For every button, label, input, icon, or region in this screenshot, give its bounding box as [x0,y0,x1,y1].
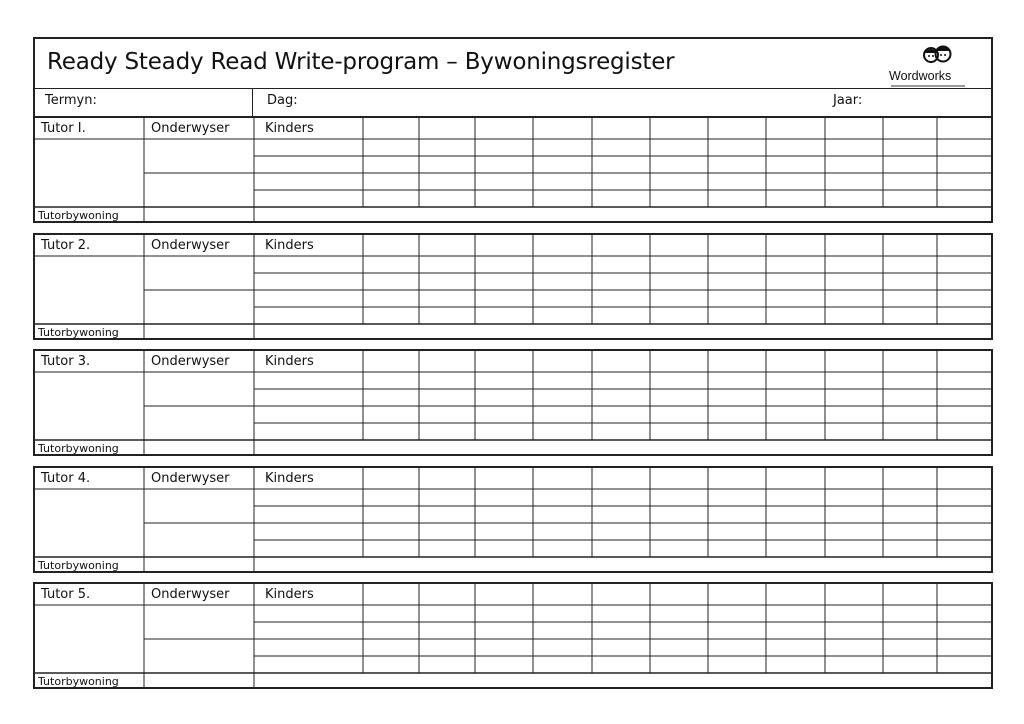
logo-name: Wordworks [889,69,952,83]
page-title: Ready Steady Read Write-program – Bywoningsregister [47,49,675,75]
children-label: Kinders [265,354,314,369]
tutor-attendance-label: Tutorbywoning [38,442,119,455]
teacher-label: Onderwyser [151,238,230,253]
logo-tagline [891,85,965,87]
register-header [33,37,993,118]
teacher-label: Onderwyser [151,587,230,602]
teacher-label: Onderwyser [151,354,230,369]
year-label: Jaar: [833,93,863,108]
tutor-section [33,233,993,340]
tutor-label: Tutor 2. [41,238,91,253]
term-label: Termyn: [45,93,97,108]
children-label: Kinders [265,587,314,602]
day-label: Dag: [267,93,298,108]
children-label: Kinders [265,238,314,253]
tutor-section [33,582,993,689]
teacher-label: Onderwyser [151,121,230,136]
children-label: Kinders [265,121,314,136]
tutor-attendance-label: Tutorbywoning [38,209,119,222]
meta-divider [252,88,253,116]
tutor-attendance-label: Tutorbywoning [38,559,119,572]
tutor-attendance-label: Tutorbywoning [38,675,119,688]
tutor-section [33,466,993,573]
tutor-label: Tutor 3. [41,354,91,369]
header-divider [35,88,991,89]
teacher-label: Onderwyser [151,471,230,486]
tutor-label: Tutor 5. [41,587,91,602]
tutor-label: Tutor 4. [41,471,91,486]
tutor-label: Tutor I. [41,121,86,136]
children-faces-icon [889,43,969,69]
tutor-attendance-label: Tutorbywoning [38,326,119,339]
tutor-section [33,116,993,223]
tutor-section [33,349,993,456]
wordworks-logo [889,43,969,87]
children-label: Kinders [265,471,314,486]
